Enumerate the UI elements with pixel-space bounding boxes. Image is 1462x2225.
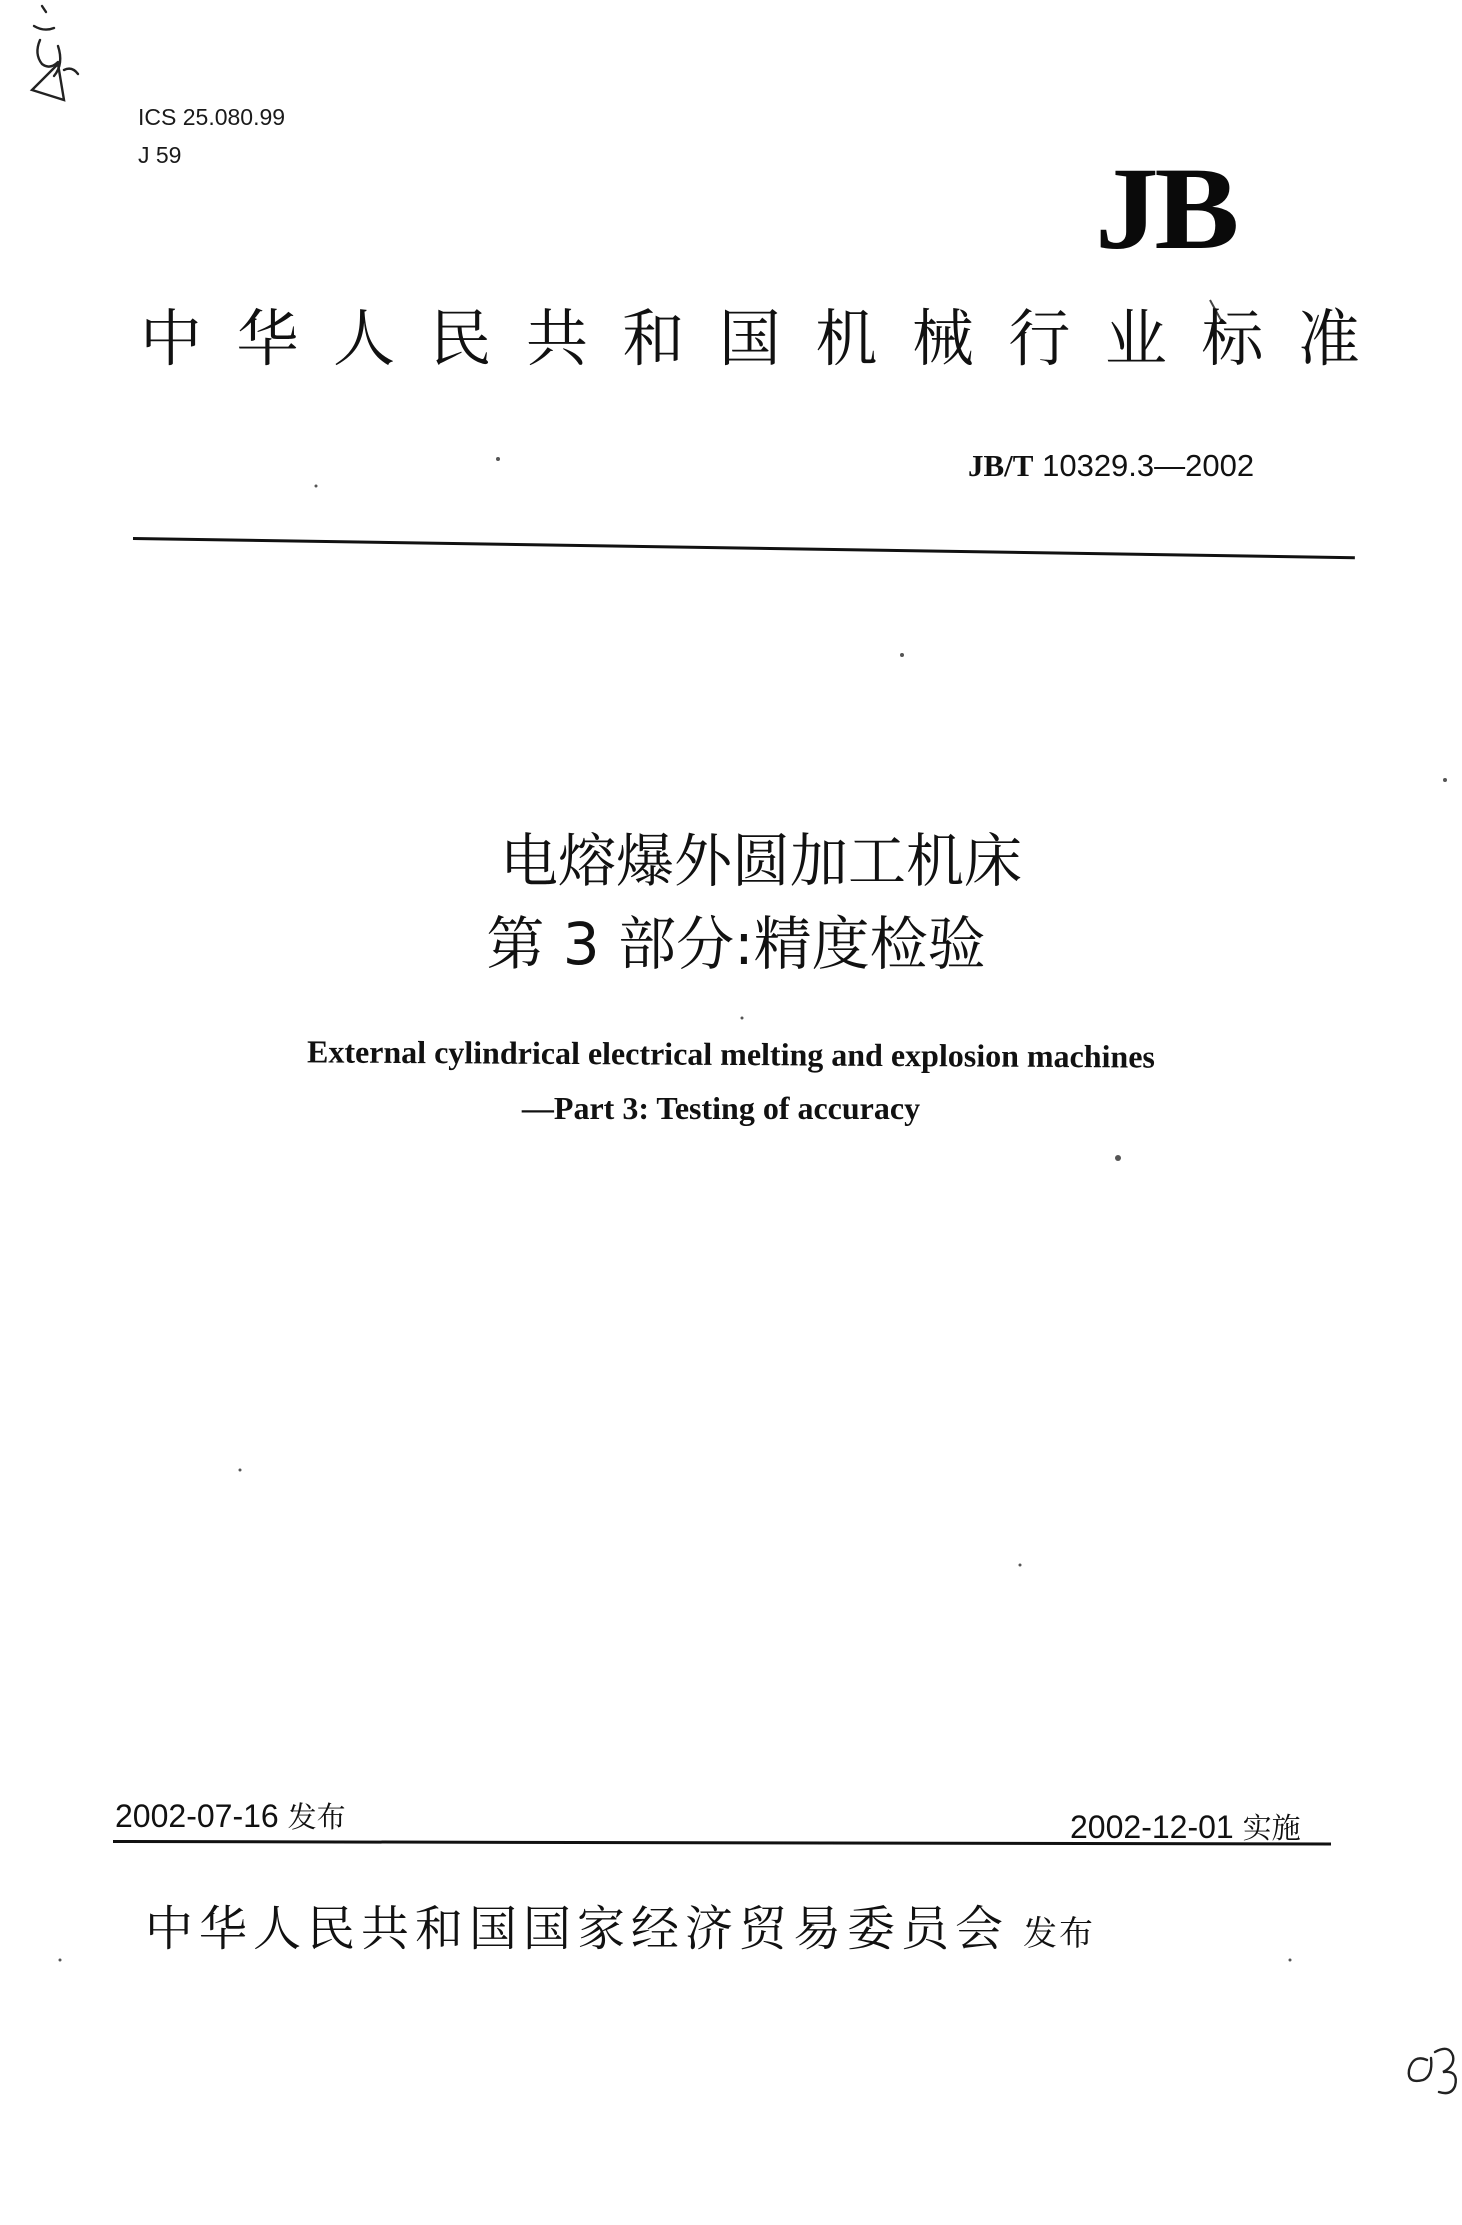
classification-code: J 59 [138, 142, 182, 168]
implementation-date-label: 实施 [1242, 1811, 1301, 1845]
title-en-line1: External cylindrical electrical melting and explosion machines [306, 1033, 1156, 1075]
org-title-char: 人 [332, 302, 395, 375]
jb-logo: JB [1095, 143, 1236, 274]
publisher [145, 1890, 1095, 1959]
standard-code: JB/T [968, 448, 1034, 483]
title-en-line2: —Part 3: Testing of accuracy [521, 1090, 921, 1126]
org-title-char: 行 [1008, 302, 1071, 375]
standard-number-value: 10329.3—2002 [1042, 448, 1255, 483]
issue-date [115, 1795, 346, 1836]
org-title-char: 准 [1297, 302, 1360, 375]
org-title-char: 械 [911, 302, 974, 375]
publish-verb: 发布 [1023, 1914, 1096, 1954]
org-title-char: 中 [140, 302, 203, 375]
title-cn-line2: 第 3 部分:精度检验 [486, 910, 986, 978]
org-title-char: 和 [622, 302, 685, 375]
implementation-date [1070, 1806, 1301, 1847]
handwritten-mark-icon [20, 0, 90, 125]
org-title-char: 业 [1104, 302, 1167, 375]
implementation-date-value: 2002-12-01 [1070, 1809, 1234, 1845]
standard-number [968, 448, 1254, 484]
org-title-char: 华 [236, 302, 299, 375]
title-cn-line1: 电熔爆外圆加工机床 [499, 827, 1022, 895]
org-title [140, 302, 1360, 375]
org-title-char: 机 [815, 302, 878, 375]
org-title-char: 国 [718, 302, 781, 375]
header-rule [133, 537, 1355, 559]
ics-code: ICS 25.080.99 [138, 104, 286, 130]
handwritten-page-number-icon [1405, 2030, 1462, 2100]
org-title-char: 共 [525, 302, 588, 375]
org-title-char: 标 [1201, 302, 1264, 375]
org-title-char: 民 [429, 302, 492, 375]
issue-date-label: 发布 [287, 1800, 346, 1834]
issue-date-value: 2002-07-16 [115, 1798, 279, 1834]
publisher-name: 中华人民共和国国家经济贸易委员会 [145, 1901, 1010, 1957]
